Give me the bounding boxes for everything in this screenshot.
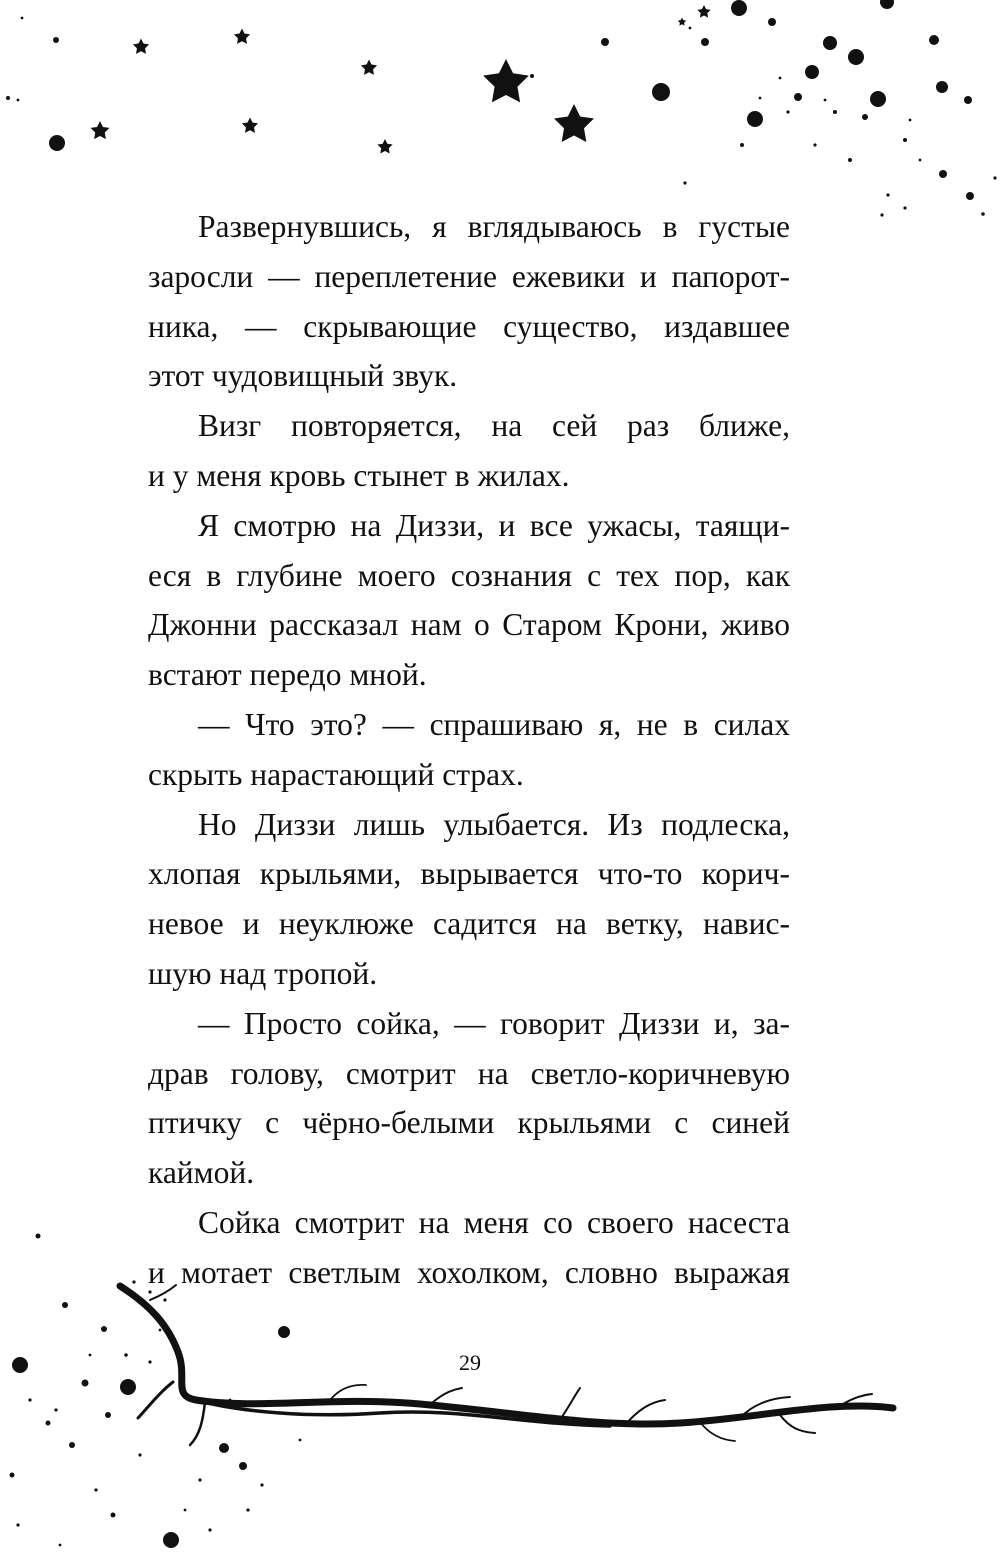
text-line: Сойка смотрит на меня со своего насеста <box>198 1204 790 1240</box>
text-line: Джонни рассказал нам о Старом Крони, живо <box>148 607 790 643</box>
text-line: Я смотрю на Диззи, и все ужасы, таящи- <box>198 507 790 543</box>
text-line: и у меня кровь стынет в жилах. <box>148 457 570 493</box>
text-line: невое и неуклюже садится на ветку, навис- <box>148 906 790 942</box>
text-line: еся в глубине моего сознания с тех пор, как <box>148 557 790 593</box>
text-line: скрыть нарастающий страх. <box>148 756 524 792</box>
text-line: драв голову, смотрит на светло-коричневую <box>148 1055 790 1091</box>
stars-and-dots-icon <box>0 0 1000 230</box>
text-line: встают передо мной. <box>148 657 427 693</box>
text-line: Развернувшись, я вглядываюсь в густые <box>198 209 790 244</box>
text-line: и мотает светлым хохолком, словно выражая <box>148 1254 790 1290</box>
text-line: каймой. <box>148 1155 255 1191</box>
page-number: 29 <box>459 1350 481 1375</box>
text-line: — Просто сойка, — говорит Диззи и, за- <box>198 1005 790 1041</box>
text-line: — Что это? — спрашиваю я, не в силах <box>198 706 790 742</box>
text-line: ника, — скрывающие существо, издавшее <box>148 308 790 344</box>
text-line: хлопая крыльями, вырывается что-то корич- <box>148 856 790 892</box>
text-line: шую над тропой. <box>148 955 378 991</box>
text-line: птичку с чёрно-белыми крыльями с синей <box>148 1105 790 1141</box>
text-line: заросли — переплетение ежевики и папорот- <box>148 258 790 294</box>
text-line: Но Диззи лишь улыбается. Из подлеска, <box>198 806 790 842</box>
page-body <box>148 202 790 1298</box>
branch-and-dots-icon <box>0 1200 1000 1552</box>
text-line: Визг повторяется, на сей раз ближе, <box>198 408 790 444</box>
text-line: этот чудовищный звук. <box>148 358 458 394</box>
